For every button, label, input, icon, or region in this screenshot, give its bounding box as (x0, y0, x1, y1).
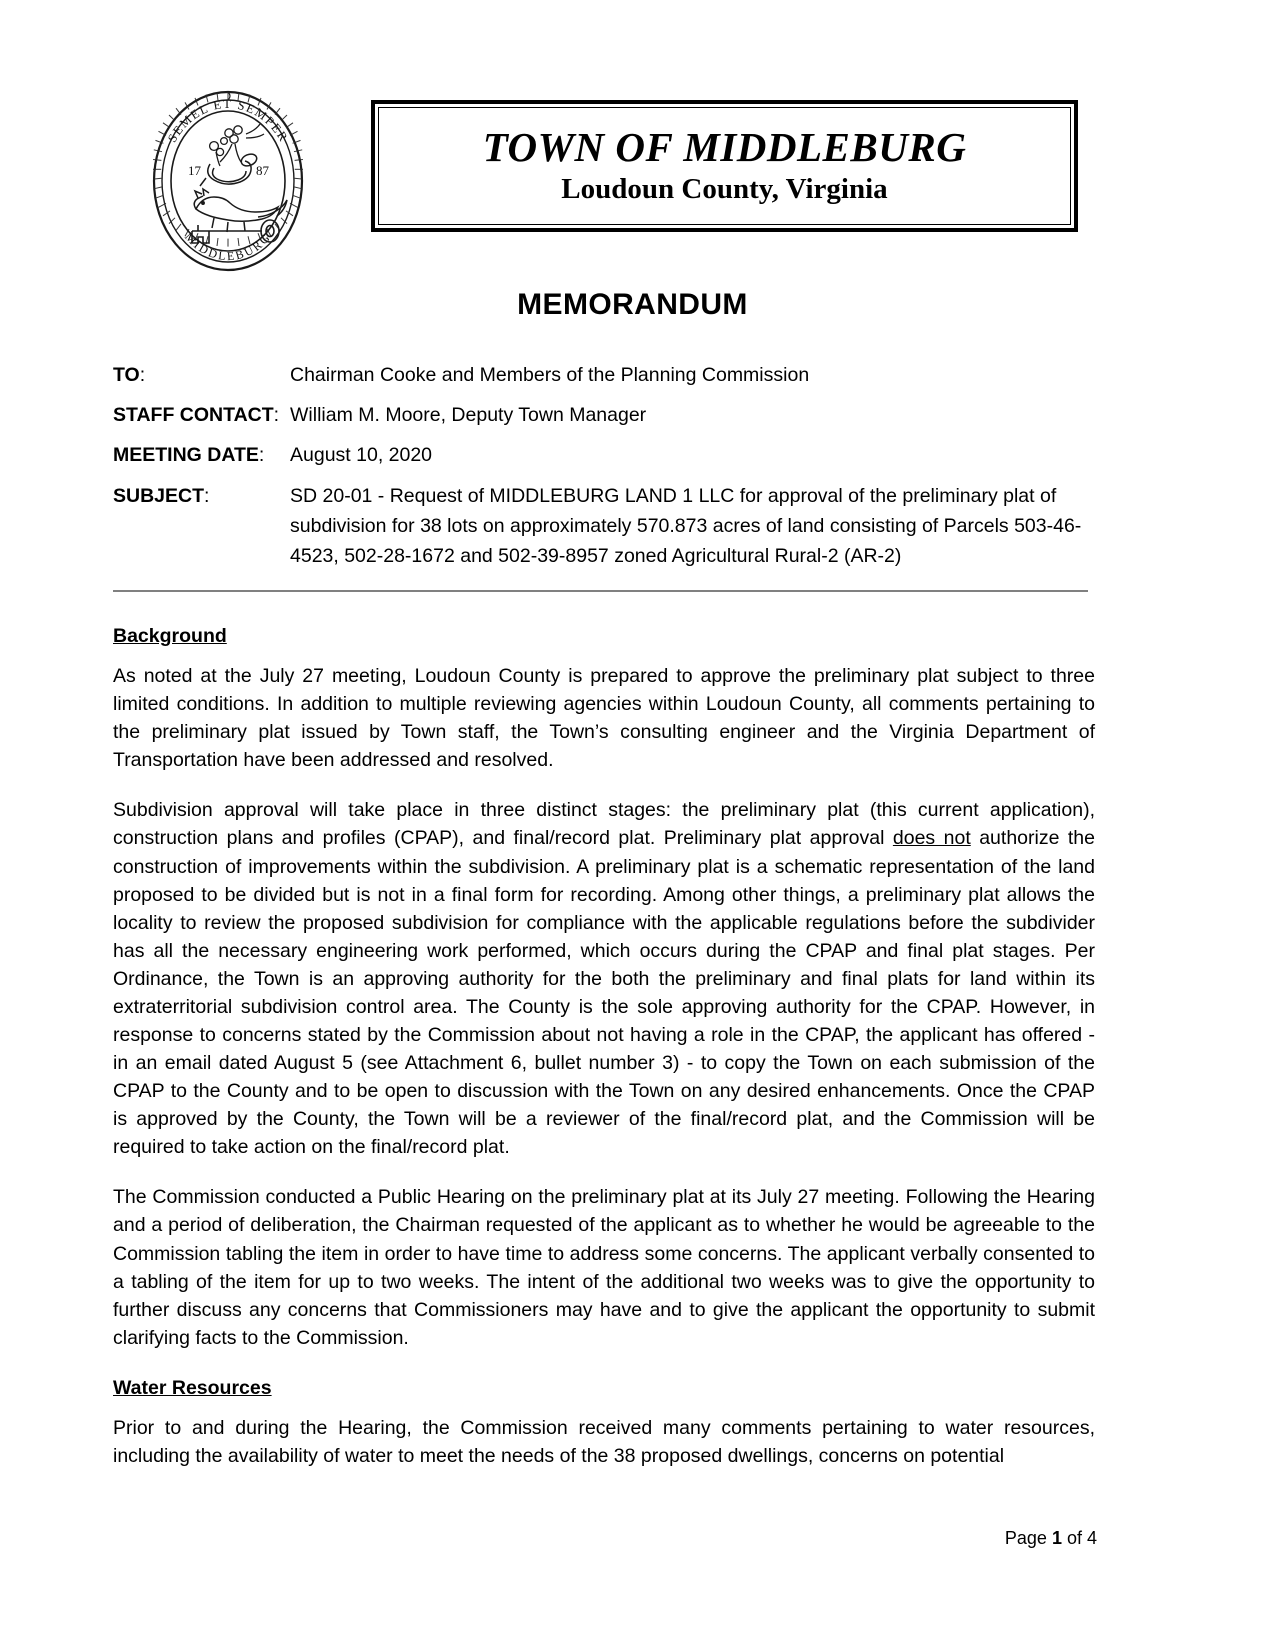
svg-text:87: 87 (256, 163, 269, 178)
memo-field-value: Chairman Cooke and Members of the Planning Commission (290, 364, 810, 386)
svg-text:17: 17 (188, 163, 201, 178)
footer-page-suffix: of 4 (1061, 1528, 1097, 1548)
background-paragraph-2 (113, 796, 1095, 1161)
background-paragraph-3: The Commission conducted a Public Hearing on the preliminary plat at its July 27 meeting. Following the Hearing and a period of deliberation, the Chairman requested of the applicant as to whether he would be agreeable to the Commission tabling the item in order to have time to address some concerns. The applicant verbally consented to a tabling of the item for up to two weeks. The intent of the additional two weeks was to give the opportunity to further discuss any concerns that Commissioners may have and to give the applicant the opportunity to submit clarifying facts to the Commission. (113, 1186, 1095, 1349)
town-seal-icon (128, 86, 328, 276)
svg-text:SEMEL ET SEMPER: SEMEL ET SEMPER (164, 96, 292, 145)
memo-field-staff-contact (113, 400, 1098, 430)
memo-field-label-text: SUBJECT (113, 484, 205, 507)
memorandum-title: MEMORANDUM (517, 288, 748, 321)
memo-field-value: August 10, 2020 (290, 444, 433, 467)
memo-field-label: MEETING DATE: (113, 444, 265, 467)
letterhead (0, 86, 1265, 276)
water-resources-paragraph-1: Prior to and during the Hearing, the Commission received many comments pertaining to water resources, including the availability of water to meet the needs of the 38 proposed dwellings, concerns on potential (113, 1416, 1095, 1468)
svg-text:MIDDLEBURG: MIDDLEBURG (182, 229, 274, 264)
footer-page-prefix: Page (1004, 1528, 1052, 1548)
memo-field-value: William M. Moore, Deputy Town Manager (290, 404, 647, 427)
background-paragraph-1: As noted at the July 27 meeting, Loudoun County is prepared to approve the preliminary plat subject to three limited conditions. In addition to multiple reviewing agencies within Loudoun County, all comments pertaining to the preliminary plat issued by Town staff, the Town’s consulting engineer and the Virginia Department of Transportation have been addressed and resolved. (113, 665, 1095, 772)
town-title: TOWN OF MIDDLEBURG (482, 123, 967, 170)
memo-field-value: SD 20-01 - Request of MIDDLEBURG LAND 1 LLC for approval of the preliminary plat of subdivision for 38 lots on approximately 570.873 acres of land consisting of Parcels 503-46-4523, 502-28-1672 and 502-39-8957 zoned Agricultural Rural-2 (AR-2) (290, 484, 1082, 568)
footer-page-number: 1 (1051, 1528, 1062, 1548)
memo-field-label: STAFF CONTACT: (113, 404, 280, 427)
section-heading-water-resources: Water Resources (113, 1376, 272, 1399)
memo-field-subject (113, 481, 1098, 572)
town-title-box (371, 100, 1078, 232)
document-body (113, 622, 1095, 1470)
town-subtitle: Loudoun County, Virginia (561, 172, 888, 205)
memo-field-to (113, 360, 1098, 390)
memo-field-label-text: TO (113, 364, 140, 386)
memo-field-label: TO: (113, 364, 146, 386)
memo-field-list (113, 360, 1098, 581)
background-paragraph-2-part-b: authorize the construction of improvements within the subdivision. A preliminary plat is a schematic representation of the land proposed to be divided but is not in a final form for recording. Among other things, a preliminary plat allows the locality to review the proposed subdivision for compliance with the applicable regulations before the subdivider has all the necessary engineering work performed, which occurs during the CPAP and final plat stages. Per Ordinance, the Town is an approving authority for the both the preliminary and final plats for land within its extraterritorial subdivision control area. The County is the sole approving authority for the CPAP. However, in response to concerns stated by the Commission about not having a role in the CPAP, the applicant has offered - in an email dated August 5 (see Attachment 6, bullet number 3) - to copy the Town on each submission of the CPAP to the County and to be open to discussion with the Town on any desired enhancements. Once the CPAP is approved by the County, the Town will be a reviewer of the final/record plat, and the Commission will be required to take action on the final/record plat. (113, 827, 1095, 1159)
section-heading-background: Background (113, 625, 227, 647)
memo-field-meeting-date (113, 440, 1098, 470)
background-paragraph-2-emphasis: does not (892, 827, 971, 850)
background-paragraph-2-part-a: Subdivision approval will take place in three distinct stages: the preliminary plat (this current application), construction plans and profiles (CPAP), and final/record plat. Preliminary plat approval (113, 799, 1095, 850)
memo-field-label-text: MEETING DATE (113, 444, 259, 467)
page-footer (0, 1528, 1265, 1549)
header-divider (113, 590, 1088, 592)
memo-field-label: SUBJECT: (113, 484, 210, 507)
memo-field-label-text: STAFF CONTACT (113, 404, 274, 427)
